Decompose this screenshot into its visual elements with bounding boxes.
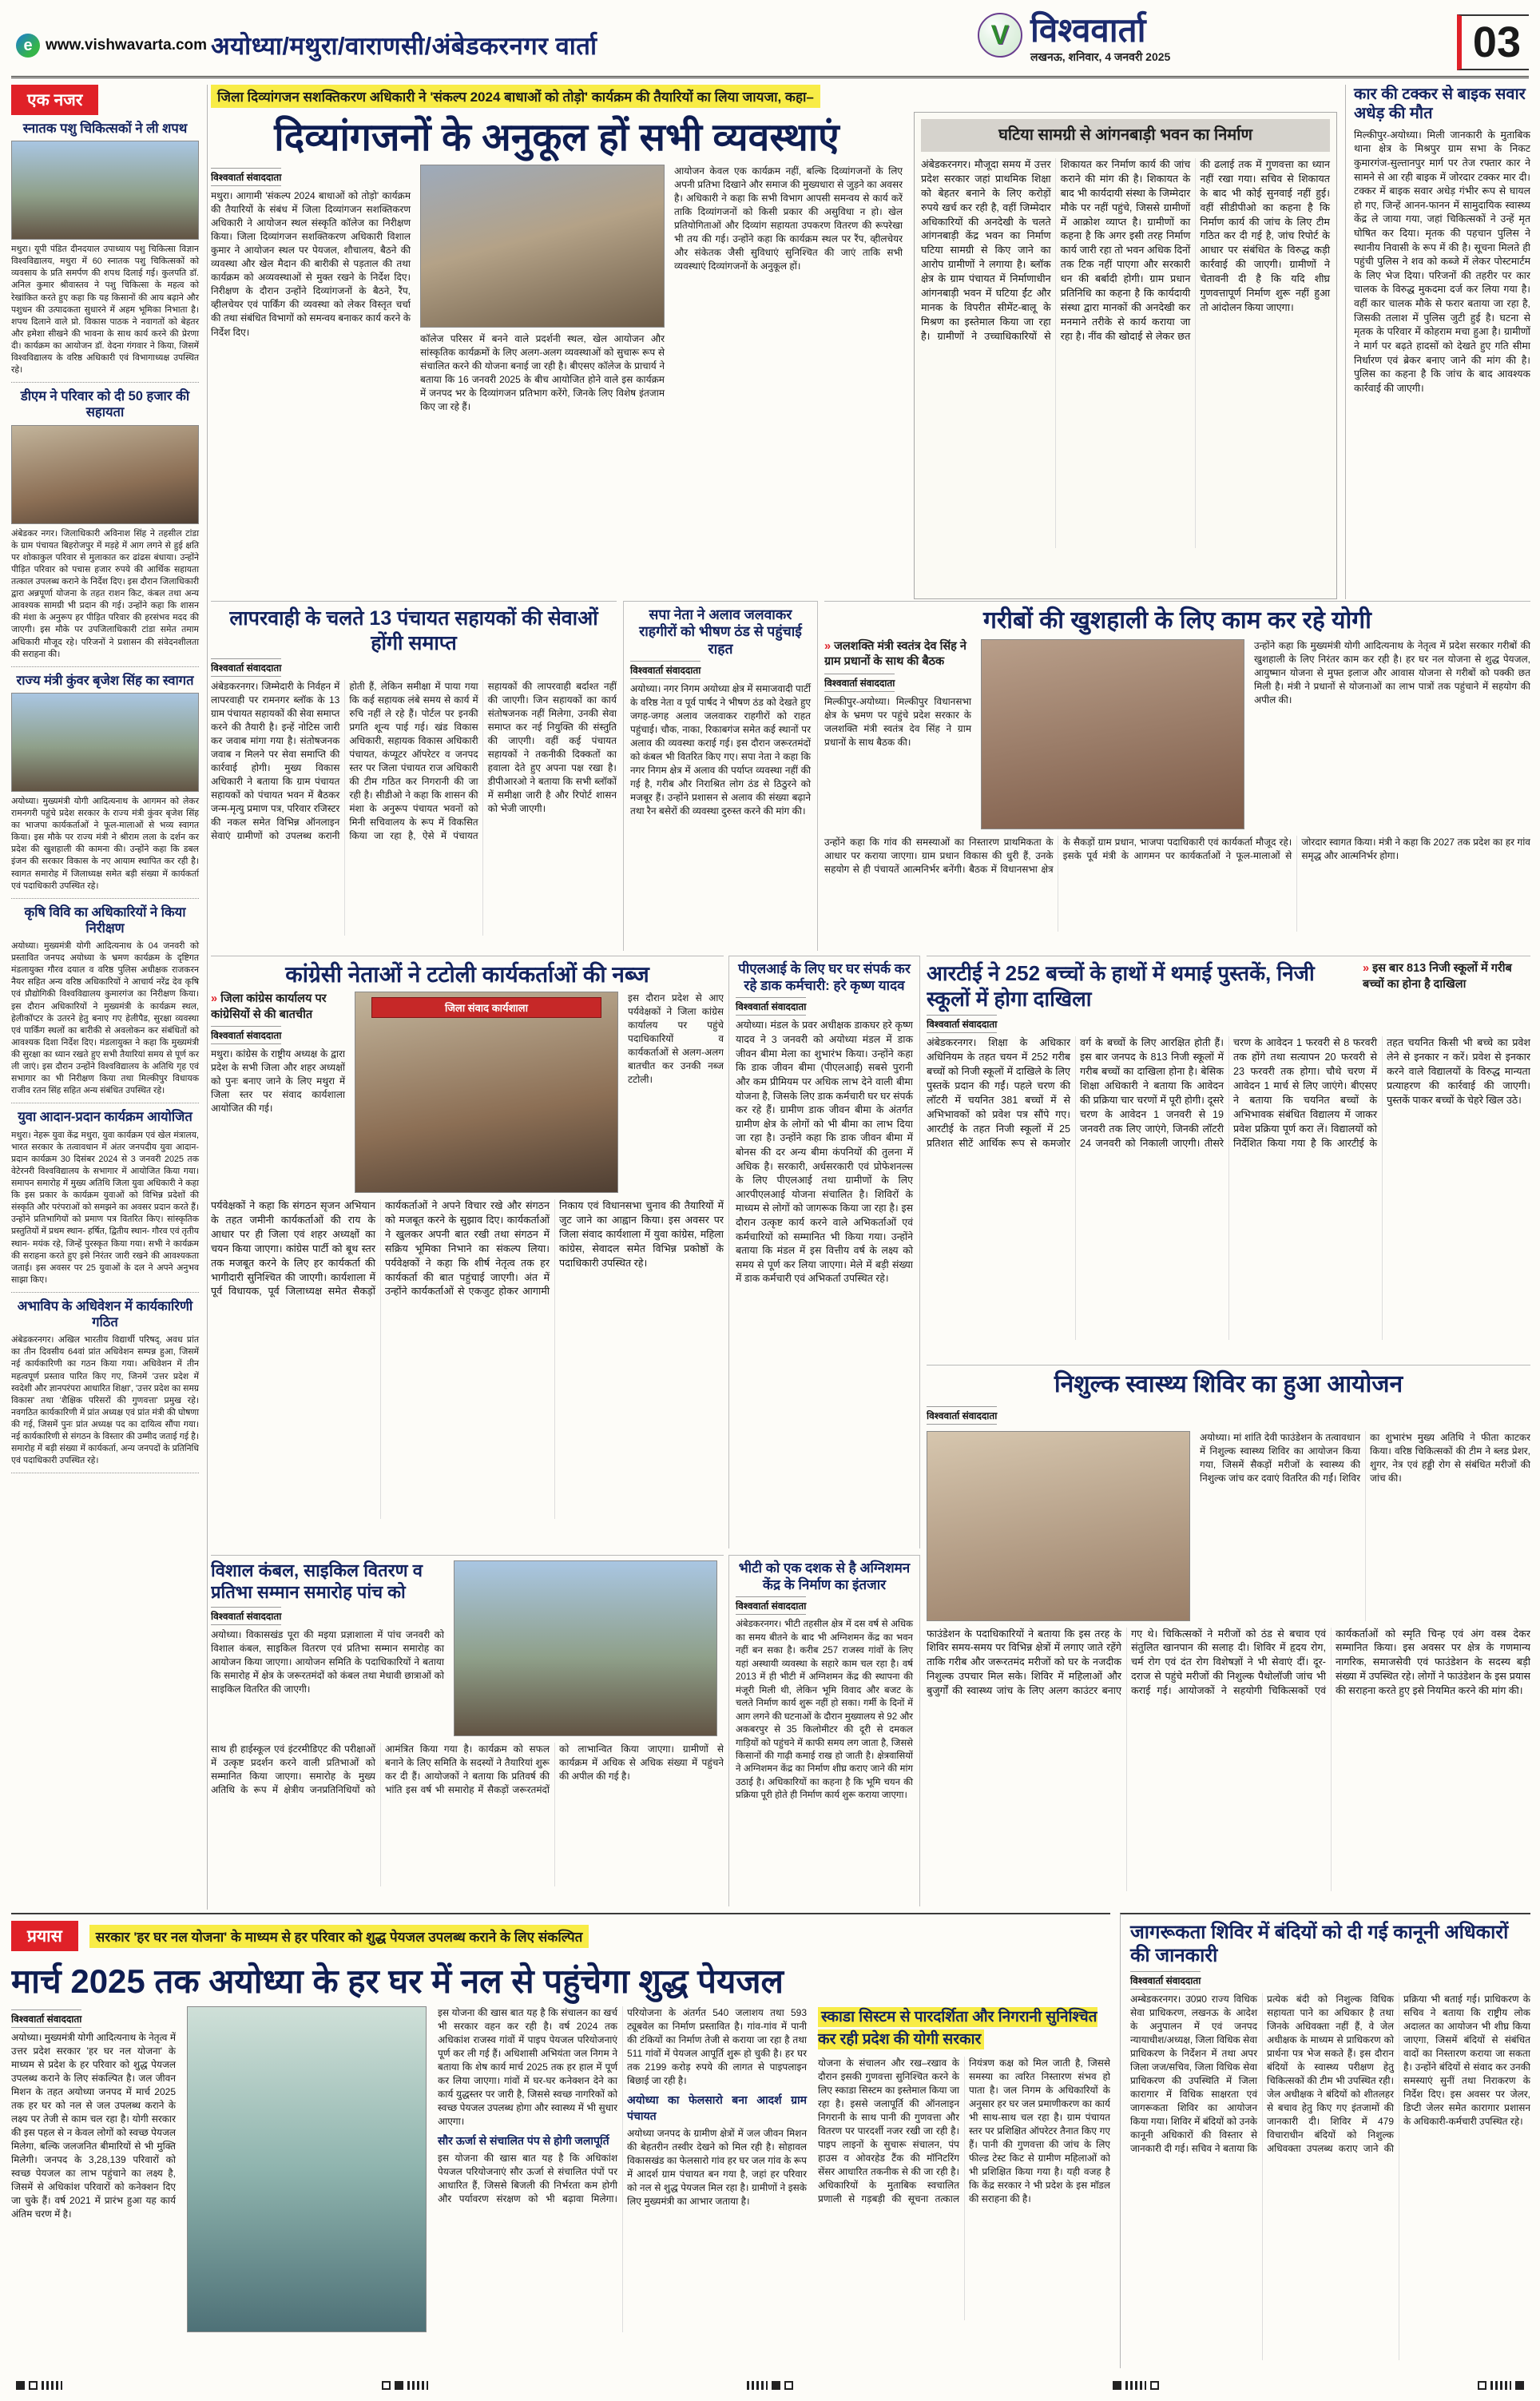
byline: विश्ववार्ता संवाददाता	[211, 1026, 281, 1044]
model-village-subhead: अयोध्या का फेलसारो बना आदर्श ग्राम पंचायत	[627, 2093, 807, 2123]
anganwadi-headline: घटिया सामग्री से आंगनबाड़ी भवन का निर्माण	[921, 119, 1330, 152]
health-camp-photo	[927, 1431, 1190, 1621]
sidebar-article-headline: कृषि विवि का अधिकारियों ने किया निरीक्षण	[24, 904, 186, 936]
globe-logo-icon: e	[16, 34, 40, 58]
congress-headline: कांग्रेसी नेताओं ने टटोली कार्यकर्ताओं की नब्ज	[285, 962, 649, 987]
rte-deck: » इस बार 813 निजी स्कूलों में गरीब बच्चों का होना है दाखिला	[1363, 961, 1530, 1012]
panchayat-body: अंबेडकरनगर। जिम्मेदारी के निर्वहन में लापरवाही पर रामनगर ब्लॉक के 13 ग्राम पंचायत सहायकों की सेवा समाप्त करने की तैयारी है। इन्हें नोटिस जारी कर जवाब मांगा गया है। संतोषजनक जवाब न मिलने पर सेवा समाप्ति की कार्रवाई होगी। मुख्य विकास अधिकारी ने बताया कि ग्राम पंचायत सहायकों को पंचायत भवन में बैठकर जन्म-मृत्यु प्रमाण पत्र, परिवार रजिस्टर की नकल समेत विभिन्न ऑनलाइन सेवाएं ग्रामीणों को उपलब्ध करानी होती हैं, लेकिन समीक्षा में पाया गया कि कई सहायक लंबे समय से कार्य में रुचि नहीं ले रहे हैं। पोर्टल पर इनकी प्रगति शून्य पाई गई। खंड विकास अधिकारी, सहायक विकास अधिकारी पंचायत, कंप्यूटर ऑपरेटर व जनपद स्तर पर जिला पंचायत राज अधिकारी की टीम गठित कर निगरानी की जा रही है। सीडीओ ने कहा कि शासन की मंशा के अनुरूप पंचायत भवनों को मिनी सचिवालय के रूप में विकसित किया जा रहा है, ऐसे में पंचायत सहायकों की लापरवाही बर्दाश्त नहीं की जाएगी। जिन सहायकों का कार्य संतोषजनक नहीं मिलेगा, उनकी सेवा समाप्त कर नई नियुक्ति की संस्तुति की जाएगी। वहीं कई पंचायत सहायकों ने तकनीकी दिक्कतों का हवाला देते हुए अपना पक्ष रखा है। डीपीआरओ ने बताया कि सभी ब्लॉकों में समीक्षा जारी है और रिपोर्ट शासन को भेजी जाएगी।	[211, 681, 617, 842]
lead-headline: दिव्यांगजनों के अनुकूल हों सभी व्यवस्थाएं	[274, 117, 839, 159]
congress-article-photo	[355, 992, 618, 1193]
water-body: इस योजना की खास बात यह है कि अधिकांश पेयजल परियोजनाएं सौर ऊर्जा से संचालित पंपों पर आधारित हैं, जिससे बिजली की निर्भरता कम होगी और पर्यावरण संरक्षण को भी बढ़ावा मिलेगा। परियोजना के अंतर्गत 540 जलाशय तथा 593 ट्यूबवेल का निर्माण प्रस्तावित है। गांव-गांव में पानी की टंकियों का निर्माण तेजी से कराया जा रहा है तथा 511 गांवों में पेयजल आपूर्ति शुरू हो चुकी है। हर घर तक 2199 करोड़ रुपये की लागत से पाइपलाइन बिछाई जा रही है।	[438, 2007, 807, 2205]
sidebar-article-headline: अभाविप के अधिवेशन में कार्यकारिणी गठित	[17, 1299, 193, 1330]
sapa-article	[623, 601, 818, 951]
lead-body: कॉलेज परिसर में बनने वाले प्रदर्शनी स्थल, खेल आयोजन और सांस्कृतिक कार्यक्रमों के लिए अलग-अलग व्यवस्थाओं को सुचारू रूप से संचालित करने की योजना बनाई जा रही है। बीएसए कॉलेज के प्राचार्य ने बताया कि 16 जनवरी 2025 के बीच आयोजित होने वाले इस कार्यक्रम में जनपद भर के दिव्यांगजन प्रतिभाग करेंगे, जिनके लिए विशेष इंतजाम किए जा रहे हैं।	[420, 333, 665, 413]
byline: विश्ववार्ता संवाददाता	[1130, 1971, 1201, 1990]
congress-body: मथुरा। कांग्रेस के राष्ट्रीय अध्यक्ष के द्वारा प्रदेश के सभी जिला और शहर अध्यक्षों को पुनः बनाए जाने के लिए मथुरा में जिला स्तर पर संवाद कार्यशाला आयोजित की गई।	[211, 1048, 345, 1115]
congress-deck: » जिला कांग्रेस कार्यालय पर कांग्रेसियों से की बातचीत	[211, 992, 345, 1023]
page-number: 03	[1457, 14, 1529, 70]
accident-headline: कार की टक्कर से बाइक सवार अधेड़ की मौत	[1354, 85, 1526, 123]
edition-dateline: लखनऊ, शनिवार, 4 जनवरी 2025	[1030, 50, 1171, 64]
water-scheme-article	[11, 1913, 1110, 2368]
anganwadi-article	[914, 112, 1337, 599]
sidebar-article	[11, 667, 199, 899]
water-body: अयोध्या। मुख्यमंत्री योगी आदित्यनाथ के नेतृत्व में उत्तर प्रदेश सरकार 'हर घर नल योजना' के माध्यम से प्रदेश के हर परिवार को शुद्ध पेयजल उपलब्ध कराने के लिए संकल्पित है। जल जीवन मिशन के तहत अयोध्या जनपद में मार्च 2025 तक हर घर को नल से जल उपलब्ध कराने के लक्ष्य पर तेजी से काम चल रहा है। योगी सरकार की इस पहल से न केवल लोगों को स्वच्छ पेयजल मिलेगा, बल्कि जलजनित बीमारियों से भी मुक्ति मिलेगी। जनपद के 3,28,139 परिवारों को स्वच्छ पेयजल का लाभ पहुंचाने का लक्ष्य है, जिसमें से अधिकांश परिवारों को कनेक्शन दिए जा चुके हैं। वर्ष 2021 में प्रारंभ हुआ यह कार्य अंतिम चरण में है।	[11, 2032, 176, 2220]
sidebar-article	[11, 1103, 199, 1293]
byline: विश्ववार्ता संवाददाता	[630, 661, 701, 679]
blanket-body: अयोध्या। विकासखंड पूरा की मइया प्रज्ञाशाला में पांच जनवरी को विशाल कंबल, साइकिल वितरण एवं प्रतिभा सम्मान समारोह का आयोजन किया जाएगा। आयोजन समिति के पदाधिकारियों ने बताया कि समारोह में क्षेत्र के जरूरतमंदों को कंबल तथा मेधावी छात्राओं को साइकिल वितरित की जाएगी।	[211, 1628, 444, 1695]
sapa-body: अयोध्या। नगर निगम अयोध्या क्षेत्र में समाजवादी पार्टी के वरिष्ठ नेता व पूर्व पार्षद ने भीषण ठंड को देखते हुए जगह-जगह अलाव जलवाकर राहगीरों को राहत पहुंचाई। चौक, नाका, रिकाबगंज समेत कई स्थानों पर अलाव की व्यवस्था कराई गई। इस दौरान जरूरतमंदों को कंबल भी वितरित किए गए। सपा नेता ने कहा कि नगर निगम क्षेत्र में अलाव की पर्याप्त व्यवस्था नहीं की गई है, गरीब और निराश्रित लोग ठंड से ठिठुरने को मजबूर हैं। उन्होंने प्रशासन से अलाव की संख्या बढ़ाने तथा रैन बसेरों की व्यवस्था दुरुस्त करने की मांग की।	[630, 683, 811, 817]
health-camp-body: अयोध्या। मां शांति देवी फाउंडेशन के तत्वावधान में निशुल्क स्वास्थ्य शिविर का आयोजन किया गया, जिसमें सैकड़ों मरीजों के स्वास्थ्य की निशुल्क जांच कर दवाएं वितरित की गईं। शिविर का शुभारंभ मुख्य अतिथि ने फीता काटकर किया। वरिष्ठ चिकित्सकों की टीम ने ब्लड प्रेशर, शुगर, नेत्र एवं हड्डी रोग से संबंधित मरीजों की जांच की।	[1200, 1431, 1530, 1484]
byline: विश्ववार्ता संवाददाता	[927, 1406, 997, 1425]
sidebar-article-body: मथुरा। नेहरू युवा केंद्र मथुरा, युवा कार्यक्रम एवं खेल मंत्रालय, भारत सरकार के तत्वावधान में अंतर जनपदीय युवा आदान-प्रदान कार्यक्रम 30 दिसंबर 2024 से 3 जनवरी 2025 तक वेटेरनरी विश्वविद्यालय के सभागार में आयोजित किया गया। समापन समारोह में मुख्य अतिथि जिला युवा अधिकारी ने कहा कि इस प्रकार के कार्यक्रम युवाओं को विभिन्न प्रदेशों की संस्कृति और परंपराओं को समझने का अवसर प्रदान करते हैं। उन्होंने प्रतिभागियों को प्रमाण पत्र वितरित किए। सांस्कृतिक प्रस्तुतियों में प्रथम स्थान- हर्षित, द्वितीय स्थान- गौरव एवं तृतीय स्थान- मयंक रहे, जिन्हें पुरस्कृत किया गया। सभी ने कार्यक्रम की सराहना करते हुए इसे निरंतर जारी रखने की आवश्यकता जताई। इस अवसर पर 25 युवाओं के दल ने अपने अनुभव साझा किए।	[11, 1130, 199, 1285]
sidebar-article-photo	[11, 425, 199, 524]
byline: विश्ववार्ता संवाददाता	[824, 674, 895, 692]
congress-article	[211, 956, 724, 1548]
water-body: अयोध्या जनपद के ग्रामीण क्षेत्रों में जल जीवन मिशन की बेहतरीन तस्वीर देखने को मिल रही है। सोहावल विकासखंड का फेलसारो गांव हर घर जल गांव के रूप में आदर्श ग्राम पंचायत बन गया है, जहां हर परिवार को नल से शुद्ध पेयजल मिल रहा है। ग्रामीणों ने इसके लिए मुख्यमंत्री का आभार जताया है।	[627, 2127, 807, 2208]
sidebar-article-headline: राज्य मंत्री कुंवर बृजेश सिंह का स्वागत	[16, 673, 194, 688]
fire-station-article	[728, 1555, 920, 1906]
water-body: इस योजना की खास बात यह है कि संचालन का खर्च भी सरकार वहन कर रही है। वर्ष 2024 तक अधिकांश राजस्व गांवों में पाइप पेयजल परियोजनाएं पूर्ण कर ली गई हैं। अधिशासी अभियंता जल निगम ने बताया कि शेष कार्य मार्च 2025 तक हर हाल में पूर्ण कर लिया जाएगा। गांवों में घर-घर कनेक्शन देने का कार्य युद्धस्तर पर जारी है, जिससे स्वच्छ नागरिकों को स्वच्छ पेयजल उपलब्ध होगा और स्वास्थ्य में भी सुधार आएगा।	[438, 2007, 617, 2128]
solar-subhead: सौर ऊर्जा से संचालित पंप से होगी जलापूर्ति	[438, 2134, 609, 2148]
sidebar-article-body: अयोध्या। मुख्यमंत्री योगी आदित्यनाथ के आगमन को लेकर रामनगरी पहुंचे प्रदेश सरकार के राज्य मंत्री कुंवर बृजेश सिंह का भाजपा कार्यकर्ताओं ने फूल-मालाओं से भव्य स्वागत किया। इस मौके पर राज्य मंत्री ने श्रीराम लला के दर्शन कर प्रदेश की खुशहाली की कामना की। उन्होंने कहा कि डबल इंजन की सरकार विकास के नए आयाम स्थापित कर रही है। स्वागत समारोह में जिलाध्यक्ष समेत बड़ी संख्या में कार्यकर्ता एवं पदाधिकारी उपस्थित रहे।	[11, 796, 199, 891]
scada-body: योजना के संचालन और रख–रखाव के दौरान इसकी गुणवत्ता सुनिश्चित करने के लिए स्काडा सिस्टम का इस्तेमाल किया जा रहा है। इससे जलापूर्ति की ऑनलाइन निगरानी के साथ पानी की गुणवत्ता और वितरण पर पारदर्शी नजर रखी जा रही है। पाइप लाइनों के सुचारू संचालन, पंप हाउस व ओवरहेड टैंक की मॉनिटरिंग सेंसर आधारित तकनीक से की जा रही है। अधिकारियों के मुताबिक स्वचालित प्रणाली से गड़बड़ी की सूचना तत्काल नियंत्रण कक्ष को मिल जाती है, जिससे समस्या का त्वरित निस्तारण संभव हो पाता है। जल निगम के अधिकारियों के अनुसार हर घर जल प्रमाणीकरण का कार्य भी साथ-साथ चल रहा है। ग्राम पंचायत स्तर पर प्रशिक्षित ऑपरेटर तैनात किए गए हैं। पानी की गुणवत्ता की जांच के लिए फील्ड टेस्ट किट से ग्रामीण महिलाओं को भी प्रशिक्षित किया गया है। यही वजह है कि केंद्र सरकार ने भी प्रदेश के इस मॉडल की सराहना की है।	[818, 2057, 1110, 2205]
yogi-body: उन्होंने कहा कि गांव की समस्याओं का निस्तारण प्राथमिकता के आधार पर कराया जाएगा। ग्राम प्रधान विकास की धुरी हैं, उनके सहयोग से ही पंचायतें आत्मनिर्भर बनेंगी। बैठक में विधानसभा क्षेत्र के सैकड़ों ग्राम प्रधान, भाजपा पदाधिकारी एवं कार्यकर्ता मौजूद रहे। इसके पूर्व मंत्री के आगमन पर कार्यकर्ताओं ने फूल-मालाओं से जोरदार स्वागत किया। मंत्री ने कहा कि 2027 तक प्रदेश का हर गांव समृद्ध और आत्मनिर्भर होगा।	[824, 836, 1530, 875]
byline: विश्ववार्ता संवाददाता	[11, 2009, 81, 2028]
sidebar-article-body: अंबेडकर नगर। जिलाधिकारी अविनाश सिंह ने तहसील टांडा के ग्राम पंचायत बिहरोजपुर में मड़हे में आग लगने से हुई क्षति पर शोकाकुल परिवार से मुलाकात कर ढांढस बंधाया। उन्होंने पीड़ित परिवार को पचास हजार रुपये की आर्थिक सहायता तत्काल उपलब्ध कराने के निर्देश दिए। इस दौरान जिलाधिकारी द्वारा अन्नपूर्णा योजना के तहत राशन किट, कंबल तथा अन्य आवश्यक सामग्री भी प्रदान की गई। उन्होंने कहा कि शासन की मंशा के अनुरूप हर पीड़ित परिवार की हरसंभव मदद की जाएगी। इस मौके पर उपजिलाधिकारी टांडा समेत तमाम अधिकारी मौजूद रहे। परिजनों ने प्रशासन की संवेदनशीलता की सराहना की।	[11, 528, 199, 659]
health-camp-body: फाउंडेशन के पदाधिकारियों ने बताया कि इस तरह के शिविर समय-समय पर विभिन्न क्षेत्रों में लगाए जाते रहेंगे ताकि गरीब और जरूरतमंद मरीजों को घर के नजदीक निशुल्क उपचार मिल सके। शिविर में महिलाओं और बुजुर्गों की स्वास्थ्य जांच के लिए अलग काउंटर बनाए गए थे। चिकित्सकों ने मरीजों को ठंड से बचाव एवं संतुलित खानपान की सलाह दी। शिविर में हृदय रोग, चर्म रोग एवं दंत रोग विशेषज्ञों ने भी सेवाएं दीं। दूर-दराज से पहुंचे मरीजों की निशुल्क पैथोलॉजी जांच भी कराई गई। आयोजकों ने सहयोगी चिकित्सकों एवं कार्यकर्ताओं को स्मृति चिन्ह एवं अंग वस्त्र देकर सम्मानित किया। इस अवसर पर क्षेत्र के गणमान्य नागरिक, समाजसेवी एवं फाउंडेशन के सदस्य बड़ी संख्या में उपस्थित रहे। लोगों ने फाउंडेशन के इस प्रयास की सराहना करते हुए इसे नियमित करने की मांग की।	[927, 1628, 1530, 1697]
sidebar-article	[11, 115, 199, 383]
masthead	[11, 6, 1529, 78]
scada-headline: स्काडा सिस्टम से पारदर्शिता और निगरानी सुनिश्चित कर रही प्रदेश की योगी सरकार	[818, 2009, 1097, 2048]
edition-title: अयोध्या/मथुरा/वाराणसी/अंबेडकरनगर वार्ता	[211, 32, 597, 60]
sapa-headline: सपा नेता ने अलाव जलवाकर राहगीरों को भीषण ठंड से पहुंचाई राहत	[639, 606, 802, 657]
website-url: www.vishwavarta.com	[46, 37, 208, 54]
website-block	[16, 34, 207, 58]
fire-station-body: अंबेडकरनगर। भीटी तहसील क्षेत्र में दस वर्ष से अधिक का समय बीतने के बाद भी अग्निशमन केंद्र का भवन नहीं बन सका है। करीब 257 राजस्व गांवों के लिए यहां अस्थायी व्यवस्था के सहारे काम चल रहा है। वर्ष 2013 में ही भीटी में अग्निशमन केंद्र की स्थापना की मंजूरी मिली थी, लेकिन भूमि विवाद और बजट के चलते निर्माण कार्य शुरू नहीं हो सका। गर्मी के दिनों में आग लगने की घटनाओं के दौरान मुख्यालय से 92 और अकबरपुर से 35 किलोमीटर की दूरी से दमकल गाड़ियों को पहुंचने में काफी समय लग जाता है, जिससे किसानों की गाढ़ी कमाई राख हो जाती है। क्षेत्रवासियों ने अग्निशमन केंद्र का निर्माण शीघ्र कराए जाने की मांग उठाई है। अधिकारियों का कहना है कि भूमि चयन की प्रक्रिया पूरी होते ही निर्माण कार्य शुरू कराया जाएगा।	[736, 1619, 913, 1801]
panchayat-article	[211, 601, 617, 951]
sidebar-article-photo	[11, 693, 199, 792]
one-glance-label: एक नजर	[11, 85, 98, 115]
blanket-body: साथ ही हाईस्कूल एवं इंटरमीडिएट की परीक्षाओं में उत्कृष्ट प्रदर्शन करने वाली प्रतिभाओं को सम्मानित किया जाएगा। समारोह के मुख्य अतिथि के रूप में क्षेत्रीय जनप्रतिनिधियों को आमंत्रित किया गया है। कार्यक्रम को सफल बनाने के लिए समिति के सदस्यों ने तैयारियां शुरू कर दी हैं। आयोजकों ने बताया कि प्रतिवर्ष की भांति इस वर्ष भी समारोह में सैकड़ों जरूरतमंदों को लाभान्वित किया जाएगा। ग्रामीणों से कार्यक्रम में अधिक से अधिक संख्या में पहुंचने की अपील की गई है।	[211, 1743, 724, 1796]
water-kicker: सरकार 'हर घर नल योजना' के माध्यम से हर परिवार को शुद्ध पेयजल उपलब्ध कराने के लिए संकल्पित	[89, 1925, 589, 1948]
prayas-label: प्रयास	[11, 1921, 78, 1951]
brand-logo-icon: V	[978, 13, 1022, 58]
sidebar-article	[11, 1293, 199, 1473]
lead-body: आयोजन केवल एक कार्यक्रम नहीं, बल्कि दिव्यांगजनों के लिए अपनी प्रतिभा दिखाने और समाज की मुख्यधारा से जुड़ने का अवसर है। अधिकारी ने कहा कि सभी विभाग आपसी समन्वय से कार्य करें ताकि दिव्यांगजनों को किसी प्रकार की असुविधा न हो। खेल प्रतियोगिताओं और दिव्यांग सहायता उपकरण वितरण की रूपरेखा भी तय की गई। उन्होंने कहा कि कार्यक्रम स्थल पर रैंप, व्हीलचेयर और संकेतक जैसी सुविधाएं सुनिश्चित की जाएं ताकि सभी व्यवस्थाएं दिव्यांगजनों के अनुकूल हों।	[674, 165, 903, 272]
congress-body: इस दौरान प्रदेश से आए पर्यवेक्षकों ने जिला कांग्रेस कार्यालय पर पहुंचे पदाधिकारियों व कार्यकर्ताओं से अलग-अलग बातचीत कर उनकी नब्ज टटोली।	[628, 992, 724, 1086]
rte-body: अंबेडकरनगर। शिक्षा के अधिकार अधिनियम के तहत चयन में 252 गरीब बच्चों को निजी स्कूलों में दाखिले के लिए पुस्तकें प्रदान की गईं। पहले चरण की लॉटरी में चयनित 381 बच्चों में से अभिभावकों को प्रवेश पत्र सौंपे गए। आरटीई के तहत निजी स्कूलों में 25 प्रतिशत सीटें आर्थिक रूप से कमजोर वर्ग के बच्चों के लिए आरक्षित होती हैं। इस बार जनपद के 813 निजी स्कूलों में गरीब बच्चों का दाखिला होना है। बेसिक शिक्षा अधिकारी ने बताया कि आवेदन की प्रक्रिया चार चरणों में पूरी होगी। दूसरे चरण के आवेदन 1 जनवरी से 19 जनवरी तक लिए जाएंगे, जिनकी लॉटरी 24 जनवरी को निकाली जाएगी। तीसरे चरण के आवेदन 1 फरवरी से 8 फरवरी तक होंगे तथा सत्यापन 20 फरवरी से 23 फरवरी तक होगा। चौथे चरण में आवेदन 1 मार्च से लिए जाएंगे। बीएसए ने बताया कि चयनित बच्चों के अभिभावक संबंधित विद्यालय में जाकर प्रवेश प्रक्रिया पूर्ण करा लें। विद्यालयों को निर्देशित किया गया है कि आरटीई के तहत चयनित किसी भी बच्चे का प्रवेश लेने से इनकार न करें। प्रवेश से इनकार करने वाले विद्यालयों के विरुद्ध मान्यता प्रत्याहरण की कार्रवाई की जाएगी। पुस्तकें पाकर बच्चों के चेहरे खिल उठे।	[927, 1037, 1530, 1149]
postal-headline: पीएलआई के लिए घर घर संपर्क कर रहे डाक कर्मचारी: हरे कृष्ण यादव	[738, 961, 911, 993]
registration-mark-icon	[1478, 2381, 1524, 2390]
health-camp-headline: निशुल्क स्वास्थ्य शिविर का हुआ आयोजन	[1054, 1371, 1403, 1397]
legal-awareness-article	[1120, 1913, 1530, 2368]
postal-article	[728, 956, 920, 1548]
sidebar-article-headline: युवा आदान-प्रदान कार्यक्रम आयोजित	[18, 1110, 192, 1125]
water-body-mid	[438, 2006, 807, 2332]
byline: विश्ववार्ता संवाददाता	[736, 997, 806, 1016]
legal-awareness-headline: जागरूकता शिविर में बंदियों को दी गई कानूनी अधिकारों की जानकारी	[1130, 1922, 1509, 1967]
legal-awareness-body: अम्बेडकरनगर। उ0प्र0 राज्य विधिक सेवा प्राधिकरण, लखनऊ के आदेश के अनुपालन में एवं जनपद न्यायाधीश/अध्यक्ष, जिला विधिक सेवा प्राधिकरण के निर्देशन में तथा अपर जिला जज/सचिव, जिला विधिक सेवा प्राधिकरण की उपस्थिति में जिला कारागार में विधिक साक्षरता एवं जागरूकता शिविर का आयोजन किया गया। शिविर में बंदियों को उनके कानूनी अधिकारों की विस्तार से जानकारी दी गई। सचिव ने बताया कि प्रत्येक बंदी को निशुल्क विधिक सहायता पाने का अधिकार है तथा जिनके अधिवक्ता नहीं हैं, वे जेल अधीक्षक के माध्यम से प्राधिकरण को प्रार्थना पत्र भेज सकते हैं। इस दौरान बंदियों के स्वास्थ्य परीक्षण हेतु चिकित्सकों की टीम भी उपस्थित रही। जेल अधीक्षक ने बंदियों को शीतलहर से बचाव हेतु किए गए इंतजामों की जानकारी दी। शिविर में 479 विचाराधीन बंदियों को निशुल्क अधिवक्ता उपलब्ध कराए जाने की प्रक्रिया भी बताई गई। प्राधिकरण के सचिव ने बताया कि राष्ट्रीय लोक अदालत का आयोजन भी शीघ्र किया जाएगा, जिसमें बंदियों से संबंधित वादों का निस्तारण कराया जा सकता है। उन्होंने बंदियों से संवाद कर उनकी समस्याएं सुनीं तथा निराकरण के निर्देश दिए। इस अवसर पर जेलर, डिप्टी जेलर समेत कारागार प्रशासन के अधिकारी-कर्मचारी उपस्थित रहे।	[1130, 1993, 1530, 2154]
registration-mark-icon	[1113, 2381, 1159, 2390]
sidebar-article-body: अयोध्या। मुख्यमंत्री योगी आदित्यनाथ के 04 जनवरी को प्रस्तावित जनपद अयोध्या के भ्रमण कार्यक्रम के दृष्टिगत मंडलायुक्त गौरव दयाल व वरिष्ठ पुलिस अधीक्षक राजकरन नैयर सहित अन्य वरिष्ठ अधिकारियों ने आचार्य नरेंद्र देव कृषि एवं प्रौद्योगिकी विश्वविद्यालय कुमारगंज का निरीक्षण किया। इस दौरान अधिकारियों ने मुख्यमंत्री के कार्यक्रम स्थल, हेलीकॉप्टर के उतरने हेतु बनाए गए हेलीपैड, सुरक्षा व्यवस्था एवं पार्किंग स्थलों का बारीकी से अवलोकन कर संबंधितों को आवश्यक दिशा निर्देश दिए। मंडलायुक्त ने कहा कि मुख्यमंत्री की सुरक्षा का ध्यान रखते हुए सभी तैयारियां समय से पूर्ण कर ली जाएं। इस दौरान उन्होंने विश्वविद्यालय के अतिथि गृह एवं सभागार का भी निरीक्षण किया तथा मिल्कीपुर विधायक राजीव रतन सिंह सहित अन्य संबंधित उपस्थित रहे।	[11, 941, 199, 1096]
lead-body: मथुरा। आगामी 'संकल्प 2024 बाधाओं को तोड़ो' कार्यक्रम की तैयारियों के संबंध में जिला दिव्यांगजन सशक्तिकरण अधिकारी ने आयोजन स्थल संस्कृति कॉलेज का निरीक्षण किया। जिला दिव्यांगजन सशक्तिकरण अधिकारी विशाल कुमार ने आयोजन स्थल पर पेयजल, शौचालय, बैठने की व्यवस्था और खेल मैदान की बारीकी से पड़ताल की तथा कार्यक्रम को अव्यवस्थाओं से मुक्त रखने के निर्देश दिए। निरीक्षण के दौरान उन्होंने दिव्यांगजनों के बैठने, रैंप, व्हीलचेयर एवं पार्किंग की व्यवस्था को लेकर विस्तृत चर्चा की तथा संबंधित विभागों को समन्वय बनाकर कार्य करने के निर्देश दिए।	[211, 190, 411, 338]
rte-article	[927, 956, 1530, 1358]
blanket-headline: विशाल कंबल, साइकिल वितरण व प्रतिभा सम्मान समारोह पांच को	[211, 1560, 423, 1602]
sidebar-article	[11, 899, 199, 1104]
panchayat-headline: लापरवाही के चलते 13 पंचायत सहायकों की सेवाओं होंगी समाप्त	[229, 607, 598, 654]
registration-mark-icon	[382, 2381, 428, 2390]
sidebar-article-headline: स्नातक पशु चिकित्सकों ने ली शपथ	[22, 121, 188, 136]
congress-body: पर्यवेक्षकों ने कहा कि संगठन सृजन अभियान के तहत जमीनी कार्यकर्ताओं की राय के आधार पर ही जिला एवं शहर अध्यक्षों का चयन किया जाएगा। कांग्रेस पार्टी को बूथ स्तर तक मजबूत करने के लिए हर कार्यकर्ता की भागीदारी सुनिश्चित की जाएगी। कार्यशाला में पूर्व विधायक, पूर्व जिलाध्यक्ष समेत सैकड़ों कार्यकर्ताओं ने अपने विचार रखे और संगठन को मजबूत करने के सुझाव दिए। कार्यकर्ताओं ने खुलकर अपनी बात रखी तथा संगठन में सक्रिय भूमिका निभाने का संकल्प लिया। पर्यवेक्षकों ने कहा कि शीर्ष नेतृत्व तक हर कार्यकर्ता की बात पहुंचाई जाएगी। अंत में उन्होंने कार्यकर्ताओं से एकजुट होकर आगामी निकाय एवं विधानसभा चुनाव की तैयारियों में जुट जाने का आह्वान किया। इस अवसर पर जिला संवाद कार्यशाला में युवा कांग्रेस, महिला कांग्रेस, सेवादल समेत विभिन्न प्रकोष्ठों के पदाधिकारी उपस्थित रहे।	[211, 1200, 724, 1298]
yogi-article	[824, 601, 1530, 951]
sidebar-article	[11, 383, 199, 666]
registration-marks	[11, 2375, 1529, 2395]
health-camp-article	[927, 1365, 1530, 1906]
registration-mark-icon	[16, 2381, 62, 2390]
registration-mark-icon	[747, 2381, 793, 2390]
one-glance-sidebar	[11, 85, 208, 1910]
fire-station-headline: भीटी को एक दशक से है अग्निशमन केंद्र के निर्माण का इंतजार	[738, 1560, 911, 1592]
yogi-headline: गरीबों की खुशहाली के लिए काम कर रहे योगी	[983, 607, 1371, 634]
blanket-article-photo	[454, 1560, 717, 1736]
photo-banner: जिला संवाद कार्यशाला	[371, 997, 602, 1018]
lead-article-photo	[420, 165, 665, 328]
byline: विश्ववार्ता संवाददाता	[211, 168, 281, 186]
rte-headline: आरटीई ने 252 बच्चों के हाथों में थमाई पुस्तकें, निजी स्कूलों में होगा दाखिला	[927, 961, 1315, 1011]
sidebar-article-body: अंबेडकरनगर। अखिल भारतीय विद्यार्थी परिषद्, अवध प्रांत का तीन दिवसीय 64वां प्रांत अधिवेशन सम्पन्न हुआ, जिसमें नई कार्यकारिणी का गठन किया गया। अधिवेशन में तीन महत्वपूर्ण प्रस्ताव पारित किए गए, जिनमें 'उत्तर प्रदेश में स्वदेशी और ज्ञानपरंपरा आधारित शिक्षा', 'उत्तर प्रदेश का समग्र विकास' तथा 'शैक्षिक परिसरों की गुणवत्ता' प्रमुख रहे। नवगठित कार्यकारिणी में प्रांत अध्यक्ष एवं प्रांत मंत्री की घोषणा की गई, जिसमें पुनः प्रांत अध्यक्ष पद का दायित्व सौंपा गया। नई कार्यकारिणी से संगठन के विस्तार की उम्मीद जताई गई है। समारोह में बड़ी संख्या में कार्यकर्ता, अन्य जनपदों के प्रतिनिधि एवं पदाधिकारी उपस्थित रहे।	[11, 1335, 199, 1466]
accident-article	[1345, 85, 1530, 599]
sidebar-article-body: मथुरा। यूपी पंडित दीनदयाल उपाध्याय पशु चिकित्सा विज्ञान विश्वविद्यालय, मथुरा में 60 स्नातक पशु चिकित्सकों को व्यवसाय के प्रति समर्पण की शपथ दिलाई गई। कुलपति डॉ. अनिल कुमार श्रीवास्तव ने पशु चिकित्सा के महत्व को रेखांकित करते हुए कहा कि यह किसानों की आय बढ़ाने और पशुधन की उत्पादकता सुधारने में अहम भूमिका निभाता है। शपथ दिलाने वाले प्रो. विकास पाठक ने नवागतों को बेहतर और हमेशा सीखने की भावना के साथ कार्य करने की प्रेरणा दी। कार्यक्रम का आयोजन डॉ. वेदना गंगवार ने किया, जिसमें विश्वविद्यालय के वरिष्ठ अधिकारी एवं विभागाध्यक्ष उपस्थित रहे।	[11, 244, 199, 376]
yogi-deck: » जलशक्ति मंत्री स्वतंत्र देव सिंह ने ग्राम प्रधानों के साथ की बैठक	[824, 639, 971, 670]
brand-block	[978, 13, 1170, 65]
water-article-photo	[187, 2006, 427, 2332]
postal-body: अयोध्या। मंडल के प्रवर अधीक्षक डाकघर हरे कृष्ण यादव ने 3 जनवरी को अयोध्या मंडल में डाक जीवन बीमा मेला का शुभारंभ किया। उन्होंने कहा कि डाक जीवन बीमा (पीएलआई) सबसे पुरानी और कम प्रीमियम पर अधिक लाभ देने वाली बीमा योजना है, जिसके लिए डाक कर्मचारी घर घर संपर्क कर रहे हैं। ग्रामीण डाक जीवन बीमा के अंतर्गत ग्रामीण क्षेत्र के लोगों को भी बीमा का लाभ दिया जा रहा है। उन्होंने कहा कि डाक जीवन बीमा में बोनस की दर अन्य बीमा कंपनियों की तुलना में अधिक है। सरकारी, अर्धसरकारी एवं प्रोफेशनल्स के लिए पीएलआई तथा ग्रामीणों के लिए आरपीएलआई योजना संचालित है। शिविरों के माध्यम से लोगों को जागरूक किया जा रहा है। इस दौरान उत्कृष्ट कार्य करने वाले अभिकर्ताओं एवं कर्मचारियों को सम्मानित भी किया गया। उन्होंने बताया कि मंडल में इस वित्तीय वर्ष के लक्ष्य को समय से पूर्ण कर लिया जाएगा। मेले में बड़ी संख्या में डाक कर्मचारी एवं अभिकर्ता उपस्थित रहे।	[736, 1020, 913, 1285]
water-headline: मार्च 2025 तक अयोध्या के हर घर में नल से पहुंचेगा शुद्ध पेयजल	[11, 1962, 784, 2000]
byline: विश्ववार्ता संवाददाता	[927, 1015, 997, 1033]
yogi-body: मिल्कीपुर-अयोध्या। मिल्कीपुर विधानसभा क्षेत्र के भ्रमण पर पहुंचे प्रदेश सरकार के जलशक्ति मंत्री स्वतंत्र देव सिंह ने ग्राम प्रधानों के साथ बैठक की।	[824, 695, 971, 748]
brand-name: विश्ववार्ता	[1030, 11, 1146, 49]
byline: विश्ववार्ता संवाददाता	[211, 658, 281, 677]
accident-body: मिल्कीपुर-अयोध्या। मिली जानकारी के मुताबिक थाना क्षेत्र के मिश्रपुर ग्राम सभा के निकट कुमारगंज-सुल्तानपुर मार्ग पर तेज रफ्तार कार ने सामने से आ रही बाइक में जोरदार टक्कर मार दी। टक्कर में बाइक सवार अधेड़ गंभीर रूप से घायल हो गए, जिन्हें आनन-फानन में सामुदायिक स्वास्थ्य केंद्र ले जाया गया, जहां चिकित्सकों ने उन्हें मृत घोषित कर दिया। मृतक की पहचान पुलिस ने स्थानीय निवासी के रूप में की है। सूचना मिलते ही पहुंची पुलिस ने शव को कब्जे में लेकर पोस्टमार्टम के लिए भेज दिया। परिजनों की तहरीर पर कार चालक के विरुद्ध मुकदमा दर्ज कर लिया गया है। वहीं कार चालक मौके से फरार बताया जा रहा है, जिसकी तलाश में पुलिस जुटी हुई है। घटना से मृतक के परिवार में कोहराम मचा हुआ है। ग्रामीणों ने मार्ग पर बढ़ते हादसों को देखते हुए गति सीमा निर्धारण एवं ब्रेकर बनाए जाने की मांग की है। पुलिस का कहना है कि जांच के बाद आवश्यक कार्रवाई की जाएगी।	[1354, 129, 1530, 394]
sidebar-article-headline: डीएम ने परिवार को दी 50 हजार की सहायता	[20, 389, 190, 420]
yogi-body: उन्होंने कहा कि मुख्यमंत्री योगी आदित्यनाथ के नेतृत्व में प्रदेश सरकार गरीबों की खुशहाली के लिए निरंतर काम कर रही है। हर घर नल योजना से शुद्ध पेयजल, आयुष्मान योजना से मुफ्त इलाज और आवास योजना से गरीबों को पक्की छत मिली है। मंत्री ने प्रधानों से योजनाओं का लाभ पात्रों तक पहुंचाने में सहयोग की अपील की।	[1254, 639, 1530, 706]
lead-article	[211, 85, 903, 599]
byline: विश्ववार्ता संवाददाता	[736, 1596, 806, 1615]
blanket-article	[211, 1555, 724, 1906]
lead-kicker: जिला दिव्यांगजन सशक्तिकरण अधिकारी ने 'संकल्प 2024 बाधाओं को तोड़ो' कार्यक्रम की तैयारियों का लिया जायजा, कहा–	[211, 85, 820, 108]
lead-article-zone	[211, 85, 1339, 599]
sidebar-article-photo	[11, 141, 199, 240]
byline: विश्ववार्ता संवाददाता	[211, 1607, 281, 1625]
anganwadi-body: अंबेडकरनगर। मौजूदा समय में उत्तर प्रदेश सरकार जहां प्राथमिक शिक्षा को बेहतर बनाने के लिए करोड़ों रुपये खर्च कर रही है, वहीं जिम्मेदार अधिकारियों की अनदेखी के चलते आंगनबाड़ी केंद्र भवन का निर्माण घटिया सामग्री से किए जाने का आरोप ग्रामीणों ने लगाया है। ब्लॉक क्षेत्र के ग्राम पंचायत में निर्माणाधीन आंगनबाड़ी भवन में घटिया ईंट और मानक के विपरीत सीमेंट-बालू के मिश्रण का इस्तेमाल किया जा रहा है। ग्रामीणों ने उच्चाधिकारियों से शिकायत कर निर्माण कार्य की जांच कराने की मांग की है। शिकायत के बाद भी कार्यदायी संस्था के जिम्मेदार मौके पर नहीं पहुंचे, जिससे ग्रामीणों में आक्रोश व्याप्त है। ग्रामीणों का कहना है कि अगर इसी तरह निर्माण कार्य जारी रहा तो भवन अधिक दिनों तक टिक नहीं पाएगा और सरकारी धन की बर्बादी होगी। ग्राम प्रधान प्रतिनिधि का कहना है कि कार्यदायी संस्था द्वारा मानकों की अनदेखी कर मनमाने तरीके से कार्य कराया जा रहा है। नींव की खोदाई से लेकर छत की ढलाई तक में गुणवत्ता का ध्यान नहीं रखा गया। सचिव से शिकायत के बाद भी कोई सुनवाई नहीं हुई। वहीं सीडीपीओ का कहना है कि निर्माण कार्य की जांच के लिए टीम गठित कर दी गई है, जांच रिपोर्ट के आधार पर संबंधित के विरुद्ध कड़ी कार्रवाई की जाएगी। ग्रामीणों ने चेतावनी दी है कि यदि शीघ्र गुणवत्तापूर्ण निर्माण शुरू नहीं हुआ तो आंदोलन किया जाएगा।	[921, 159, 1330, 342]
yogi-article-photo	[981, 639, 1244, 829]
